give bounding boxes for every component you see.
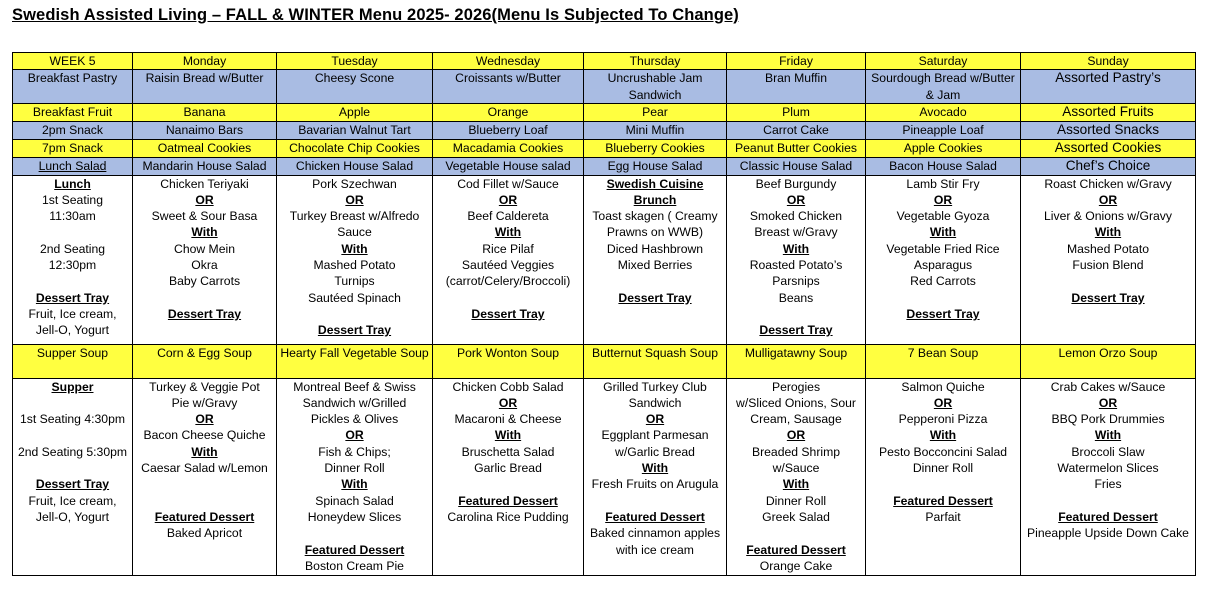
supper-item-line xyxy=(434,476,582,492)
supper-item-line: Featured Dessert xyxy=(746,542,846,557)
supper-item-line: Breaded Shrimp xyxy=(751,444,841,459)
supper-cell-wednesday xyxy=(433,378,584,575)
menu-cell-wednesday: Croissants w/Butter xyxy=(433,70,584,104)
lunch-label-line: 11:30am xyxy=(49,209,96,224)
supper-item-line: Turkey & Veggie Pot xyxy=(149,379,260,394)
menu-cell-friday: Plum xyxy=(727,104,866,122)
supper-item-line: Cream, Sausage xyxy=(750,412,842,427)
week-label: WEEK 5 xyxy=(13,53,133,70)
lunch-item-line: Okra xyxy=(191,258,218,273)
supper-item-line: Orange Cake xyxy=(759,558,833,573)
menu-cell-sunday: Assorted Cookies xyxy=(1021,140,1196,158)
supper-item-line: Dinner Roll xyxy=(324,461,385,476)
supper-item-line: with ice cream xyxy=(616,542,694,557)
supper-item-line: OR xyxy=(645,412,665,427)
menu-cell-saturday: Bacon House Salad xyxy=(866,158,1021,175)
supper-label-line xyxy=(14,427,131,443)
supper-item-line: Featured Dessert xyxy=(304,542,405,557)
menu-cell-monday: Raisin Bread w/Butter xyxy=(133,70,277,104)
menu-cell-friday: Classic House Salad xyxy=(727,158,866,175)
menu-cell-saturday: Sourdough Bread w/Butter & Jam xyxy=(866,70,1021,104)
soup-cell-tuesday: Hearty Fall Vegetable Soup xyxy=(277,344,433,378)
lunch-item-line: Dessert Tray xyxy=(1071,290,1145,305)
lunch-item-line: Vegetable Fried Rice xyxy=(886,241,1000,256)
day-header-sunday: Sunday xyxy=(1021,53,1196,70)
soup-cell-sunday: Lemon Orzo Soup xyxy=(1021,344,1196,378)
menu-cell-wednesday: Vegetable House salad xyxy=(433,158,584,175)
supper-item-line: Garlic Bread xyxy=(474,461,542,476)
supper-item-line: Montreal Beef & Swiss xyxy=(293,379,416,394)
day-header-saturday: Saturday xyxy=(866,53,1021,70)
lunch-item-line: OR xyxy=(498,192,518,207)
meal-row xyxy=(13,70,1196,104)
supper-item-line: With xyxy=(929,428,957,443)
supper-item-line: Eggplant Parmesan xyxy=(601,428,709,443)
supper-label-line: Jell-O, Yogurt xyxy=(35,509,110,524)
soup-cell-thursday: Butternut Squash Soup xyxy=(584,344,727,378)
lunch-item-line: Sautéed Veggies xyxy=(461,258,555,273)
supper-soup-row xyxy=(13,344,1196,378)
lunch-label-line: 2nd Seating xyxy=(39,241,106,256)
supper-item-line: Carolina Rice Pudding xyxy=(447,509,569,524)
supper-item-line: With xyxy=(191,444,218,459)
supper-item-line: Salmon Quiche xyxy=(901,379,985,394)
supper-row xyxy=(13,378,1196,575)
menu-cell-saturday: Pineapple Loaf xyxy=(866,122,1021,140)
lunch-item-line: Swedish Cuisine xyxy=(606,176,704,191)
supper-item-line: Watermelon Slices xyxy=(1057,461,1159,476)
menu-cell-tuesday: Apple xyxy=(277,104,433,122)
lunch-row xyxy=(13,175,1196,344)
supper-item-line: Crab Cakes w/Sauce xyxy=(1050,379,1166,394)
supper-item-line: OR xyxy=(933,395,953,410)
supper-item-line: Grilled Turkey Club xyxy=(603,379,707,394)
lunch-label-line xyxy=(14,273,131,289)
supper-item-line: OR xyxy=(1098,395,1118,410)
lunch-item-line: Beef Burgundy xyxy=(755,176,837,191)
supper-label-line: 2nd Seating 5:30pm xyxy=(17,444,128,459)
supper-cell-thursday xyxy=(584,378,727,575)
lunch-label-line: Jell-O, Yogurt xyxy=(35,323,110,338)
supper-item-line xyxy=(867,476,1019,492)
menu-cell-thursday: Blueberry Cookies xyxy=(584,140,727,158)
lunch-cell-monday xyxy=(133,175,277,344)
menu-table xyxy=(12,52,1196,576)
supper-item-line: Fries xyxy=(1094,477,1122,492)
supper-item-line: OR xyxy=(345,428,364,443)
supper-item-line: Spinach Salad xyxy=(315,493,394,508)
menu-cell-wednesday: Macadamia Cookies xyxy=(433,140,584,158)
lunch-item-line: Roasted Potato’s xyxy=(749,258,843,273)
supper-item-line: Chicken Cobb Salad xyxy=(452,379,564,394)
lunch-item-line: Brunch xyxy=(633,192,677,207)
lunch-item-line: With xyxy=(929,225,957,240)
row-label: 7pm Snack xyxy=(13,140,133,158)
lunch-cell-sunday xyxy=(1021,175,1196,344)
supper-item-line: OR xyxy=(195,412,214,427)
supper-cell-sunday xyxy=(1021,378,1196,575)
supper-item-line: With xyxy=(494,428,522,443)
lunch-label-line: 1st Seating xyxy=(42,192,103,207)
lunch-item-line: OR xyxy=(1098,192,1118,207)
menu-cell-saturday: Apple Cookies xyxy=(866,140,1021,158)
supper-item-line: Pineapple Upside Down Cake xyxy=(1027,526,1189,541)
menu-cell-sunday: Assorted Pastry’s xyxy=(1021,70,1196,104)
header-row xyxy=(13,53,1196,70)
lunch-item-line: OR xyxy=(195,192,214,207)
menu-cell-monday: Oatmeal Cookies xyxy=(133,140,277,158)
lunch-item-line: With xyxy=(341,241,368,256)
menu-cell-tuesday: Bavarian Walnut Tart xyxy=(277,122,433,140)
lunch-cell-saturday xyxy=(866,175,1021,344)
supper-label-line: Dessert Tray xyxy=(35,477,110,492)
supper-label-line xyxy=(14,395,131,411)
supper-item-line: Fresh Fruits on Arugula xyxy=(591,477,719,492)
supper-cell-saturday xyxy=(866,378,1021,575)
menu-cell-wednesday: Orange xyxy=(433,104,584,122)
supper-item-line: OR xyxy=(498,395,518,410)
lunch-item-line: With xyxy=(1094,225,1122,240)
supper-label-line: 1st Seating 4:30pm xyxy=(19,412,126,427)
lunch-item-line: Smoked Chicken xyxy=(749,209,843,224)
lunch-item-line: Toast skagen ( Creamy xyxy=(592,209,718,224)
lunch-item-line: OR xyxy=(345,192,364,207)
supper-item-line: Dinner Roll xyxy=(912,461,974,476)
lunch-item-line: Dessert Tray xyxy=(759,323,833,338)
supper-item-line: Parfait xyxy=(925,509,961,524)
supper-item-line: With xyxy=(1094,428,1122,443)
lunch-item-line: Pork Szechwan xyxy=(312,176,397,191)
supper-item-line: Featured Dessert xyxy=(605,509,705,524)
lunch-item-line: Asparagus xyxy=(913,258,973,273)
supper-cell-friday xyxy=(727,378,866,575)
menu-cell-tuesday: Chocolate Chip Cookies xyxy=(277,140,433,158)
menu-cell-friday: Peanut Butter Cookies xyxy=(727,140,866,158)
lunch-item-line: Sweet & Sour Basa xyxy=(151,209,258,224)
supper-item-line: Bacon Cheese Quiche xyxy=(143,428,266,443)
supper-item-line xyxy=(134,476,275,492)
lunch-item-line: Beans xyxy=(778,290,814,305)
supper-item-line: w/Garlic Bread xyxy=(615,444,695,459)
lunch-item-line: Dessert Tray xyxy=(471,306,545,321)
supper-item-line: w/Sliced Onions, Sour xyxy=(736,395,856,410)
lunch-item-line: Vegetable Gyoza xyxy=(896,209,990,224)
lunch-cell-tuesday xyxy=(277,175,433,344)
menu-cell-tuesday: Cheesy Scone xyxy=(277,70,433,104)
supper-item-line: With xyxy=(341,477,368,492)
menu-cell-monday: Banana xyxy=(133,104,277,122)
supper-item-line xyxy=(728,525,864,541)
lunch-item-line: Dessert Tray xyxy=(906,306,980,321)
supper-item-line: With xyxy=(782,477,810,492)
supper-item-line: Featured Dessert xyxy=(1058,509,1158,524)
lunch-item-line xyxy=(867,290,1019,306)
supper-item-line: Sandwich w/Grilled xyxy=(302,395,407,410)
menu-cell-friday: Carrot Cake xyxy=(727,122,866,140)
supper-item-line: Sandwich xyxy=(628,395,682,410)
lunch-cell-wednesday xyxy=(433,175,584,344)
lunch-item-line: Dessert Tray xyxy=(317,323,392,338)
lunch-item-line: Rice Pilaf xyxy=(482,241,534,256)
supper-item-line: BBQ Pork Drummies xyxy=(1051,412,1165,427)
supper-item-line: w/Sauce xyxy=(772,461,820,476)
soup-cell-wednesday: Pork Wonton Soup xyxy=(433,344,584,378)
lunch-item-line: OR xyxy=(786,192,806,207)
lunch-item-line: Turkey Breast w/Alfredo xyxy=(289,209,420,224)
supper-item-line: Pepperoni Pizza xyxy=(898,412,988,427)
menu-cell-sunday: Assorted Snacks xyxy=(1021,122,1196,140)
lunch-item-line: Baby Carrots xyxy=(168,274,241,289)
soup-cell-saturday: 7 Bean Soup xyxy=(866,344,1021,378)
supper-item-line: Baked cinnamon apples xyxy=(589,526,721,541)
lunch-cell-thursday xyxy=(584,175,727,344)
lunch-label-line: Fruit, Ice cream, xyxy=(28,306,117,321)
lunch-item-line xyxy=(1022,273,1194,289)
supper-label-line: Supper xyxy=(51,379,94,394)
lunch-label-line xyxy=(14,224,131,240)
menu-cell-thursday: Mini Muffin xyxy=(584,122,727,140)
supper-item-line: Greek Salad xyxy=(762,509,830,524)
supper-cell-monday xyxy=(133,378,277,575)
lunch-item-line: (carrot/Celery/Broccoli) xyxy=(445,274,571,289)
soup-cell-friday: Mulligatawny Soup xyxy=(727,344,866,378)
lunch-item-line: OR xyxy=(933,192,953,207)
menu-cell-sunday: Assorted Fruits xyxy=(1021,104,1196,122)
supper-cell-tuesday xyxy=(277,378,433,575)
lunch-item-line: With xyxy=(191,225,218,240)
lunch-item-line: Mixed Berries xyxy=(617,258,693,273)
menu-cell-monday: Mandarin House Salad xyxy=(133,158,277,175)
supper-item-line xyxy=(134,493,275,509)
lunch-label-cell xyxy=(13,175,133,344)
supper-item-line xyxy=(585,493,725,509)
lunch-label-line: 12:30pm xyxy=(48,258,97,273)
menu-cell-wednesday: Blueberry Loaf xyxy=(433,122,584,140)
meal-row xyxy=(13,158,1196,175)
lunch-item-line: Liver & Onions w/Gravy xyxy=(1043,209,1172,224)
lunch-item-line: Diced Hashbrown xyxy=(606,241,704,256)
lunch-item-line: Mashed Potato xyxy=(1067,241,1149,256)
supper-item-line: Broccoli Slaw xyxy=(1071,444,1145,459)
day-header-thursday: Thursday xyxy=(584,53,727,70)
lunch-item-line: Dessert Tray xyxy=(167,306,242,321)
day-header-monday: Monday xyxy=(133,53,277,70)
meal-row xyxy=(13,104,1196,122)
lunch-item-line: Sautéed Spinach xyxy=(308,290,401,305)
menu-cell-tuesday: Chicken House Salad xyxy=(277,158,433,175)
lunch-item-line: Chicken Teriyaki xyxy=(160,176,249,191)
lunch-item-line: Chow Mein xyxy=(174,241,235,256)
supper-item-line: Featured Dessert xyxy=(893,493,993,508)
lunch-item-line xyxy=(278,306,431,322)
supper-item-line: OR xyxy=(786,428,806,443)
supper-item-line: Pie w/Gravy xyxy=(171,395,238,410)
lunch-item-line xyxy=(434,290,582,306)
meal-row xyxy=(13,122,1196,140)
lunch-item-line: Turnips xyxy=(334,274,375,289)
supper-item-line: Pesto Bocconcini Salad xyxy=(878,444,1008,459)
soup-cell-monday: Corn & Egg Soup xyxy=(133,344,277,378)
lunch-item-line: Prawns on WWB) xyxy=(606,225,704,240)
supper-item-line: Boston Cream Pie xyxy=(305,558,404,573)
supper-item-line: Bruschetta Salad xyxy=(461,444,555,459)
lunch-item-line xyxy=(585,273,725,289)
lunch-item-line: Red Carrots xyxy=(910,274,976,289)
supper-item-line: Macaroni & Cheese xyxy=(454,412,562,427)
lunch-item-line: Fusion Blend xyxy=(1072,258,1144,273)
row-label: Lunch Salad xyxy=(13,158,133,175)
menu-cell-thursday: Egg House Salad xyxy=(584,158,727,175)
lunch-item-line: Parsnips xyxy=(772,274,820,289)
day-header-friday: Friday xyxy=(727,53,866,70)
row-label: Supper Soup xyxy=(13,344,133,378)
menu-cell-saturday: Avocado xyxy=(866,104,1021,122)
supper-item-line: With xyxy=(641,461,669,476)
day-header-tuesday: Tuesday xyxy=(277,53,433,70)
supper-item-line: Fish & Chips; xyxy=(318,444,391,459)
supper-item-line: Dinner Roll xyxy=(765,493,827,508)
lunch-item-line: Dessert Tray xyxy=(618,290,692,305)
lunch-cell-friday xyxy=(727,175,866,344)
supper-label-line: Fruit, Ice cream, xyxy=(28,493,117,508)
row-label: Breakfast Pastry xyxy=(13,70,133,104)
menu-cell-thursday: Uncrushable Jam Sandwich xyxy=(584,70,727,104)
supper-item-line xyxy=(1022,493,1194,509)
menu-cell-thursday: Pear xyxy=(584,104,727,122)
lunch-label-line: Lunch xyxy=(54,176,91,191)
supper-item-line: Baked Apricot xyxy=(166,526,243,541)
lunch-item-line: Breast w/Gravy xyxy=(754,225,838,240)
lunch-item-line: Beef Caldereta xyxy=(467,209,549,224)
row-label: Breakfast Fruit xyxy=(13,104,133,122)
menu-cell-monday: Nanaimo Bars xyxy=(133,122,277,140)
row-label: 2pm Snack xyxy=(13,122,133,140)
lunch-item-line: Roast Chicken w/Gravy xyxy=(1044,176,1172,191)
supper-item-line: Pickles & Olives xyxy=(310,412,399,427)
page-title: Swedish Assisted Living – FALL & WINTER Menu 2025- 2026(Menu Is Subjected To Change) xyxy=(12,6,739,24)
supper-item-line: Honeydew Slices xyxy=(307,509,402,524)
day-header-wednesday: Wednesday xyxy=(433,53,584,70)
supper-label-line xyxy=(14,460,131,476)
lunch-item-line xyxy=(134,290,275,306)
supper-item-line: Perogies xyxy=(771,379,821,394)
lunch-item-line: With xyxy=(494,225,522,240)
supper-item-line: Featured Dessert xyxy=(458,493,558,508)
menu-body xyxy=(13,53,1196,576)
menu-cell-friday: Bran Muffin xyxy=(727,70,866,104)
menu-cell-sunday: Chef’s Choice xyxy=(1021,158,1196,175)
meal-row xyxy=(13,140,1196,158)
lunch-item-line: With xyxy=(782,241,810,256)
lunch-item-line: Mashed Potato xyxy=(313,258,396,273)
supper-item-line: Featured Dessert xyxy=(154,509,255,524)
lunch-item-line: Lamb Stir Fry xyxy=(906,176,980,191)
supper-item-line xyxy=(278,525,431,541)
supper-item-line: Caesar Salad w/Lemon xyxy=(141,461,268,476)
lunch-label-line: Dessert Tray xyxy=(35,290,110,305)
lunch-item-line: Cod Fillet w/Sauce xyxy=(457,176,559,191)
lunch-item-line xyxy=(728,306,864,322)
lunch-item-line: Sauce xyxy=(337,225,372,240)
supper-label-cell xyxy=(13,378,133,575)
